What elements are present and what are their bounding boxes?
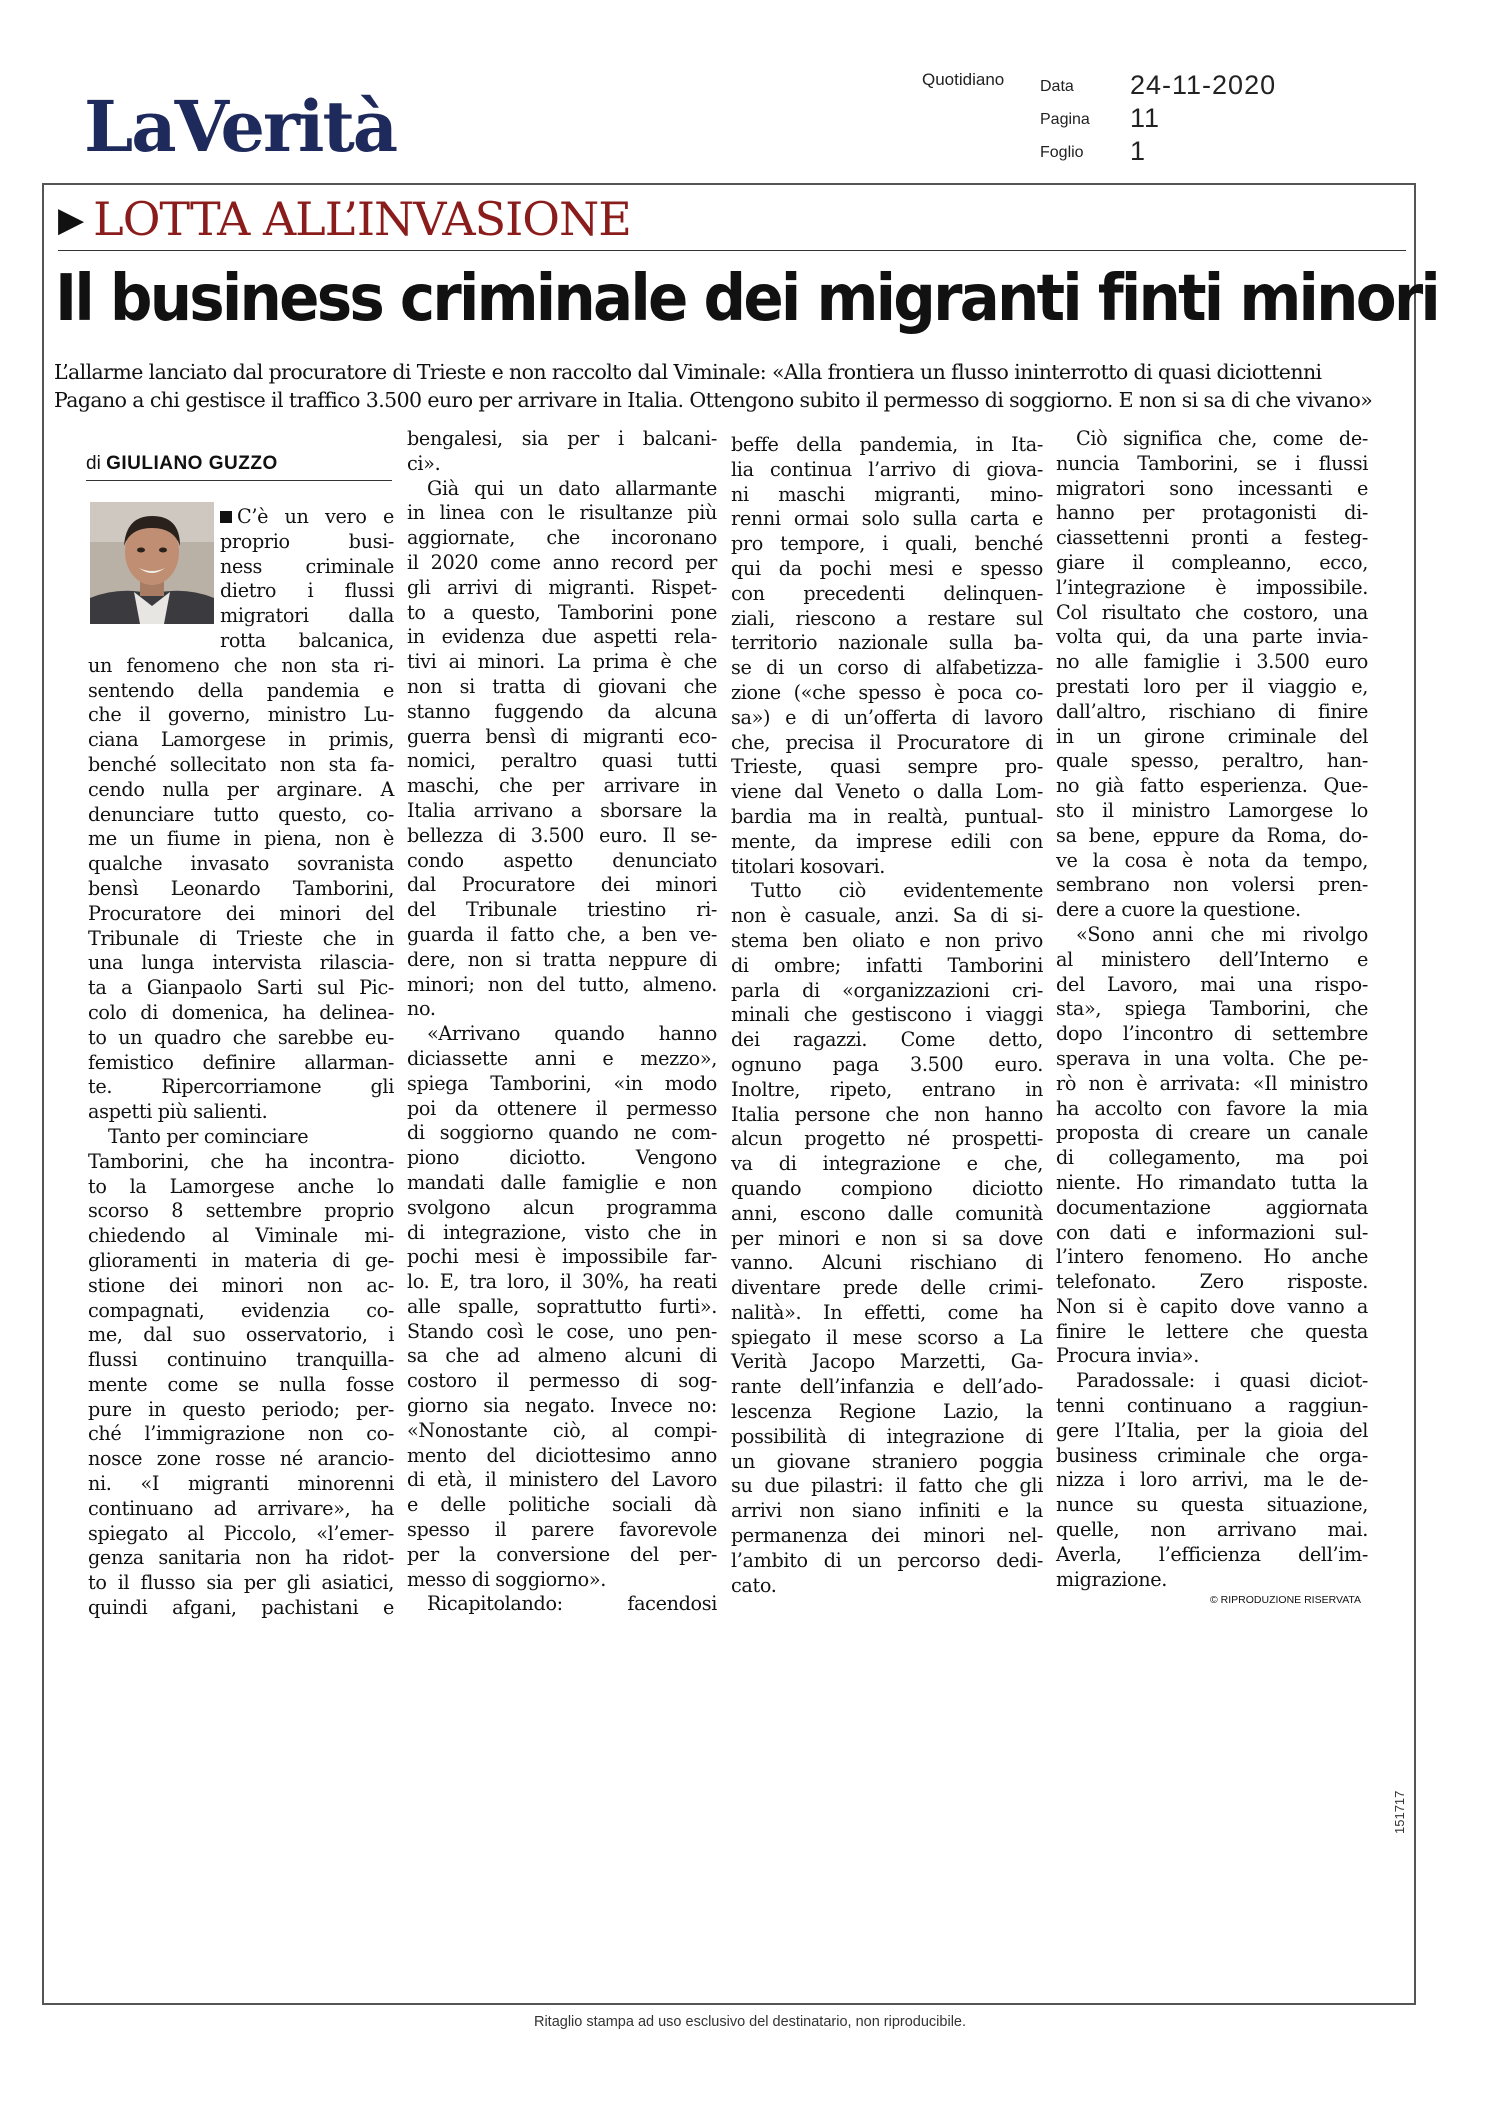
- text-line: gli arrivi di migranti. Rispet-: [407, 575, 717, 599]
- text-line: rò non è arrivata: «Il ministro: [1056, 1071, 1368, 1095]
- text-line: ni. «I migranti minorenni: [88, 1472, 394, 1496]
- text-line: costoro il permesso di sog-: [407, 1369, 717, 1393]
- text-line: piono diciotto. Vengono: [407, 1146, 717, 1170]
- text-line: stema ben oliato e non privo: [731, 928, 1043, 952]
- text-line: ciassettenni pronti a festeg-: [1056, 526, 1368, 550]
- text-line: che il governo, ministro Lu-: [88, 703, 394, 727]
- text-line: hanno per protagonisti di-: [1056, 501, 1368, 525]
- text-line: Italia persone che non hanno: [731, 1102, 1043, 1126]
- article-column-1: [88, 505, 394, 1621]
- section-rule: [58, 250, 1406, 251]
- text-line: rante dell’infanzia e dell’ado-: [731, 1375, 1043, 1399]
- text-line: dere, non si tratta neppure di: [407, 947, 717, 971]
- text-line: Italia arrivano a sborsare la: [407, 798, 717, 822]
- text-line: Tutto ciò evidentemente: [751, 879, 1043, 903]
- text-line: benché sollecitato non sta fa-: [88, 752, 394, 776]
- text-line: nosce zone rosse né arancio-: [88, 1447, 394, 1471]
- text-line: poi da ottenere il permesso: [407, 1096, 717, 1120]
- text-line: ve la cosa è nota da tempo,: [1056, 848, 1368, 872]
- text-line: aggiornate, che incoronano: [407, 526, 717, 550]
- text-line: sperava in una volta. Che pe-: [1056, 1046, 1368, 1070]
- text-line: Già qui un dato allarmante: [427, 476, 717, 500]
- text-line: te. Ripercorriamone gli: [88, 1075, 394, 1099]
- text-line: Col risultato che costoro, una: [1056, 600, 1368, 624]
- text-line: to la Lamorgese anche lo: [88, 1174, 394, 1198]
- text-line: no alle famiglie i 3.500 euro: [1056, 650, 1368, 674]
- text-line: sa») e di un’offerta di lavoro: [731, 705, 1043, 729]
- text-line: Tribunale di Trieste che in: [88, 926, 394, 950]
- text-line: colo di domenica, ha delinea-: [88, 1000, 394, 1024]
- text-line: del Tribunale triestino ri-: [407, 898, 717, 922]
- text-line: e delle politiche sociali dà: [407, 1493, 717, 1517]
- text-line: continuano ad arrivare», ha: [88, 1496, 394, 1520]
- text-line: diventare prede delle crimi-: [731, 1276, 1043, 1300]
- text-line: ognuno paga 3.500 euro.: [731, 1052, 1043, 1076]
- text-line: flussi continuino tranquilla-: [88, 1348, 394, 1372]
- text-line: Ricapitolando: facendosi: [427, 1592, 717, 1616]
- text-line: ci».: [407, 451, 441, 475]
- text-line: Paradossale: i quasi diciot-: [1076, 1369, 1368, 1393]
- text-line: l’ambito di un percorso dedi-: [731, 1548, 1043, 1572]
- text-line: arrivi non siano infiniti e la: [731, 1499, 1043, 1523]
- text-line: una lunga intervista rilascia-: [88, 951, 394, 975]
- text-line: ché l’immigrazione non co-: [88, 1422, 394, 1446]
- text-line: nalità». In effetti, come ha: [731, 1300, 1043, 1324]
- section-title-text: LOTTA ALL’INVASIONE: [93, 192, 631, 246]
- text-line: messo di soggiorno».: [407, 1567, 606, 1591]
- publication-type: Quotidiano: [922, 70, 1005, 89]
- text-line: gere l’Italia, per la gioia del: [1056, 1418, 1368, 1442]
- text-line: un fenomeno che non sta ri-: [88, 653, 394, 677]
- text-line: qui da pochi mesi e spesso: [731, 556, 1043, 580]
- text-line: volta qui, da una parte invia-: [1056, 625, 1368, 649]
- text-line: sembrano non volersi pren-: [1056, 873, 1368, 897]
- text-line: stione dei minori non ac-: [88, 1273, 394, 1297]
- text-line: guarda il fatto che, a ben ve-: [407, 922, 717, 946]
- subhead-line: Pagano a chi gestisce il traffico 3.500 euro per arrivare in Italia. Ottengono subito il permesso di soggiorno. E non si sa di che vivano»: [54, 388, 1373, 412]
- text-line: dal Procuratore dei minori: [407, 873, 717, 897]
- text-line: minori; non del tutto, almeno.: [407, 972, 717, 996]
- text-line: «Arrivano quando hanno: [427, 1022, 717, 1046]
- meta-pagina-value: 11: [1130, 103, 1161, 133]
- text-line: quale spesso, peraltro, han-: [1056, 749, 1368, 773]
- text-line: giorno sia negato. Invece no:: [407, 1394, 717, 1418]
- text-line: di collegamento, ma poi: [1056, 1146, 1368, 1170]
- text-line: spiega Tamborini, «in modo: [407, 1071, 717, 1095]
- text-line: Averla, l’efficienza dell’im-: [1056, 1542, 1368, 1566]
- text-line: minali che gestiscono i viaggi: [731, 1003, 1043, 1027]
- text-line: in linea con le risultanze più: [407, 501, 717, 525]
- text-line: compagnati, evidenzia co-: [88, 1298, 394, 1322]
- text-line: dopo l’incontro di settembre: [1056, 1022, 1368, 1046]
- text-line: svolgono alcun programma: [407, 1195, 717, 1219]
- subhead: [54, 358, 1414, 414]
- text-line: sentendo della pandemia e: [88, 678, 394, 702]
- text-line: non si tratta di giovani che: [407, 674, 717, 698]
- text-line: mento del diciottesimo anno: [407, 1443, 717, 1467]
- text-line: bensì Leonardo Tamborini,: [88, 876, 394, 900]
- text-line: va di integrazione e che,: [731, 1152, 1043, 1176]
- text-line: sta», spiega Tamborini, che: [1056, 997, 1368, 1021]
- text-line: Procuratore dei minori del: [88, 901, 394, 925]
- logo-verita: Verità: [174, 85, 397, 168]
- text-line: telefonato. Zero risposte.: [1056, 1270, 1368, 1294]
- text-line: con precedenti delinquen-: [731, 581, 1043, 605]
- text-line: un giovane straniero poggia: [731, 1449, 1043, 1473]
- meta-foglio-label: Foglio: [1040, 144, 1084, 161]
- text-line: diciassette anni e mezzo»,: [407, 1046, 717, 1070]
- text-line: dall’altro, rischiano di finire: [1056, 699, 1368, 723]
- text-line: qualche invasato sovranista: [88, 852, 394, 876]
- text-line: migratori dalla: [220, 604, 394, 628]
- text-line: alcun progetto né prospetti-: [731, 1127, 1043, 1151]
- text-line: bellezza di 3.500 euro. Il se-: [407, 823, 717, 847]
- meta-foglio-value: 1: [1130, 136, 1147, 166]
- text-line: Stando così le cose, uno pen-: [407, 1319, 717, 1343]
- text-line: pochi mesi è impossibile far-: [407, 1245, 717, 1269]
- meta-pagina-label: Pagina: [1040, 111, 1090, 128]
- copyright-notice: © RIPRODUZIONE RISERVATA: [1210, 1594, 1362, 1606]
- text-line: cendo nulla per arginare. A: [88, 777, 394, 801]
- text-line: tenni continuano a raggiun-: [1056, 1394, 1368, 1418]
- text-line: sto il ministro Lamorgese lo: [1056, 798, 1368, 822]
- text-line: Ciò significa che, come de-: [1076, 427, 1368, 450]
- text-line: zione («che spesso è poca co-: [731, 680, 1043, 704]
- text-line: lescenza Regione Lazio, la: [731, 1400, 1043, 1424]
- text-line: mandati dalle famiglie e non: [407, 1170, 717, 1194]
- text-line: documentazione aggiornata: [1056, 1195, 1368, 1219]
- text-line: Tamborini, che ha incontra-: [88, 1149, 394, 1173]
- subhead-line: L’allarme lanciato dal procuratore di Trieste e non raccolto dal Viminale: «Alla frontiera un flusso ininterrotto di quasi diciottenni: [54, 360, 1322, 384]
- text-line: finire le lettere che questa: [1056, 1319, 1368, 1343]
- footer-note: Ritaglio stampa ad uso esclusivo del destinatario, non riproducibile.: [533, 2014, 967, 2030]
- text-line: mente, da imprese edili con: [731, 829, 1043, 853]
- text-line: di soggiorno quando ne com-: [407, 1121, 717, 1145]
- text-line: stanno fuggendo da alcuna: [407, 699, 717, 723]
- text-line: viene dal Veneto o dalla Lom-: [731, 780, 1043, 804]
- side-code: 151717: [1392, 1790, 1407, 1834]
- text-line: Procura invia».: [1056, 1344, 1199, 1368]
- meta-data-value: 24-11-2020: [1130, 70, 1277, 100]
- text-line: del Lavoro, mai una rispo-: [1056, 972, 1368, 996]
- text-line: sa che ad almeno alcuni di: [407, 1344, 717, 1368]
- text-line: «Sono anni che mi rivolgo: [1076, 922, 1368, 946]
- text-line: tivi ai minori. La prima è che: [407, 650, 717, 674]
- text-line: l’intero fenomeno. Ho anche: [1056, 1245, 1368, 1269]
- text-line: con dati e informazioni sul-: [1056, 1220, 1368, 1244]
- text-line: C’è un vero e: [88, 505, 394, 530]
- byline: [86, 453, 278, 475]
- article-column-3: [731, 433, 1043, 1598]
- text-line: to a questo, Tamborini pone: [407, 600, 717, 624]
- text-line: Trieste, quasi sempre pro-: [731, 755, 1043, 779]
- text-line: spesso il parere favorevole: [407, 1518, 717, 1542]
- text-line: in un girone criminale del: [1056, 724, 1368, 748]
- article-column-2: [407, 427, 717, 1617]
- text-line: Verità Jacopo Marzetti, Ga-: [731, 1350, 1043, 1374]
- text-line: titolari kosovari.: [731, 854, 886, 878]
- text-line: scorso 8 settembre proprio: [88, 1199, 394, 1223]
- text-line: beffe della pandemia, in Ita-: [731, 433, 1043, 456]
- text-line: no.: [407, 997, 436, 1021]
- text-line: in evidenza due aspetti rela-: [407, 625, 717, 649]
- text-line: quando compiono diciotto: [731, 1176, 1043, 1200]
- text-line: lo. E, tra loro, il 30%, ha reati: [407, 1270, 717, 1294]
- text-line: cato.: [731, 1573, 777, 1597]
- text-line: lia continua l’arrivo di giova-: [731, 457, 1043, 481]
- text-line: rotta balcanica,: [220, 628, 394, 652]
- text-line: di età, il ministero del Lavoro: [407, 1468, 717, 1492]
- text-line: mente come se nulla fosse: [88, 1372, 394, 1396]
- text-line: spiegato il mese scorso a La: [731, 1325, 1043, 1349]
- text-line: to un quadro che sarebbe eu-: [88, 1025, 394, 1049]
- section-title: [58, 192, 631, 246]
- text-line: dietro i flussi: [220, 579, 394, 603]
- text-line: l’integrazione è impossibile.: [1056, 575, 1368, 599]
- text-line: alle spalle, soprattutto furti».: [407, 1294, 717, 1318]
- text-line: vanno. Alcuni rischiano di: [731, 1251, 1043, 1275]
- text-line: maschi, che per arrivare in: [407, 774, 717, 798]
- text-line: aspetti più salienti.: [88, 1100, 268, 1124]
- byline-prefix: di: [86, 453, 101, 474]
- text-line: genza sanitaria non ha ridot-: [88, 1546, 394, 1570]
- text-line: migratori sono incessanti e: [1056, 476, 1368, 500]
- text-line: ni maschi migranti, mino-: [731, 482, 1043, 506]
- text-line: che, precisa il Procuratore di: [731, 730, 1043, 754]
- text-line: il 2020 come anno record per: [407, 550, 717, 574]
- text-line: Non si è capito dove vanno a: [1056, 1294, 1368, 1318]
- text-line: proposta di creare un canale: [1056, 1121, 1368, 1145]
- text-line: Inoltre, ripeto, entrano in: [731, 1077, 1043, 1101]
- text-line: permanenza dei minori nel-: [731, 1524, 1043, 1548]
- text-line: di ombre; infatti Tamborini: [731, 953, 1043, 977]
- text-line: anni, escono dalle comunità: [731, 1201, 1043, 1225]
- text-line: quelle, non arrivano mai.: [1056, 1518, 1368, 1542]
- text-line: territorio nazionale sulla ba-: [731, 631, 1043, 655]
- text-line: per minori e non si sa dove: [731, 1226, 1043, 1250]
- text-line: nomici, peraltro quasi tutti: [407, 749, 717, 773]
- text-line: renni ormai solo sulla carta e: [731, 507, 1043, 531]
- text-line: to il flusso sia per gli asiatici,: [88, 1571, 394, 1595]
- text-line: nuncia Tamborini, se i flussi: [1056, 451, 1368, 475]
- text-line: nunce su questa situazione,: [1056, 1493, 1368, 1517]
- text-line: ciana Lamorgese in primis,: [88, 728, 394, 752]
- meta-data-label: Data: [1040, 78, 1074, 95]
- text-line: niente. Ho rimandato tutta la: [1056, 1170, 1368, 1194]
- text-line: quindi afgani, pachistani e: [88, 1596, 394, 1620]
- text-line: spiegato al Piccolo, «l’emer-: [88, 1521, 394, 1545]
- text-line: possibilità di integrazione di: [731, 1424, 1043, 1448]
- section-arrow-icon: ▶: [58, 200, 84, 240]
- text-line: nizza i loro arrivi, ma le de-: [1056, 1468, 1368, 1492]
- logo-la: La: [84, 85, 175, 168]
- text-line: su due pilastri: il fatto che gli: [731, 1474, 1043, 1498]
- text-line: proprio busi-: [220, 529, 394, 553]
- text-line: migrazione.: [1056, 1567, 1167, 1591]
- text-line: glioramenti in materia di ge-: [88, 1248, 394, 1272]
- text-line: non è casuale, anzi. Sa di si-: [731, 904, 1043, 928]
- text-line: ziali, riescono a restare sul: [731, 606, 1043, 630]
- text-line: condo aspetto denunciato: [407, 848, 717, 872]
- text-line: business criminale che orga-: [1056, 1443, 1368, 1467]
- text-line: per la conversione del per-: [407, 1542, 717, 1566]
- text-line: bengalesi, sia per i balcani-: [407, 427, 717, 450]
- article-column-4: [1056, 427, 1368, 1592]
- text-line: Tanto per cominciare: [108, 1124, 309, 1148]
- text-line: giare il compleanno, ecco,: [1056, 550, 1368, 574]
- text-line: parla di «organizzazioni cri-: [731, 978, 1043, 1002]
- text-line: ta a Gianpaolo Sarti sul Pic-: [88, 976, 394, 1000]
- text-line: no già fatto esperienza. Que-: [1056, 774, 1368, 798]
- text-line: di integrazione, visto che in: [407, 1220, 717, 1244]
- text-line: dere a cuore la questione.: [1056, 898, 1301, 922]
- text-line: chiedendo al Viminale mi-: [88, 1224, 394, 1248]
- text-line: ness criminale: [220, 554, 394, 578]
- text-line: denunciare tutto questo, co-: [88, 802, 394, 826]
- text-line: pro tempore, i quali, benché: [731, 532, 1043, 556]
- text-line: dei ragazzi. Come detto,: [731, 1028, 1043, 1052]
- text-line: sa bene, eppure da Roma, do-: [1056, 823, 1368, 847]
- text-line: femistico definire allarman-: [88, 1050, 394, 1074]
- text-line: guerra bensì di migranti eco-: [407, 724, 717, 748]
- text-line: me, dal suo osservatorio, i: [88, 1323, 394, 1347]
- text-line: bardia ma in realtà, puntual-: [731, 804, 1043, 828]
- byline-author: GIULIANO GUZZO: [106, 453, 278, 474]
- text-line: al ministero dell’Interno e: [1056, 947, 1368, 971]
- text-line: «Nonostante ciò, al compi-: [407, 1418, 717, 1442]
- text-line: prestati loro per il viaggio e,: [1056, 674, 1368, 698]
- text-line: me un fiume in piena, non è: [88, 827, 394, 851]
- paragraph-marker-icon: [220, 511, 232, 523]
- byline-rule: [86, 480, 392, 481]
- newspaper-logo: [84, 85, 397, 168]
- text-line: pure in questo periodo; per-: [88, 1397, 394, 1421]
- text-line: ha accolto con favore la mia: [1056, 1096, 1368, 1120]
- headline: Il business criminale dei migranti finti minori: [55, 262, 1439, 336]
- text-line: se di un corso di alfabetizza-: [731, 656, 1043, 680]
